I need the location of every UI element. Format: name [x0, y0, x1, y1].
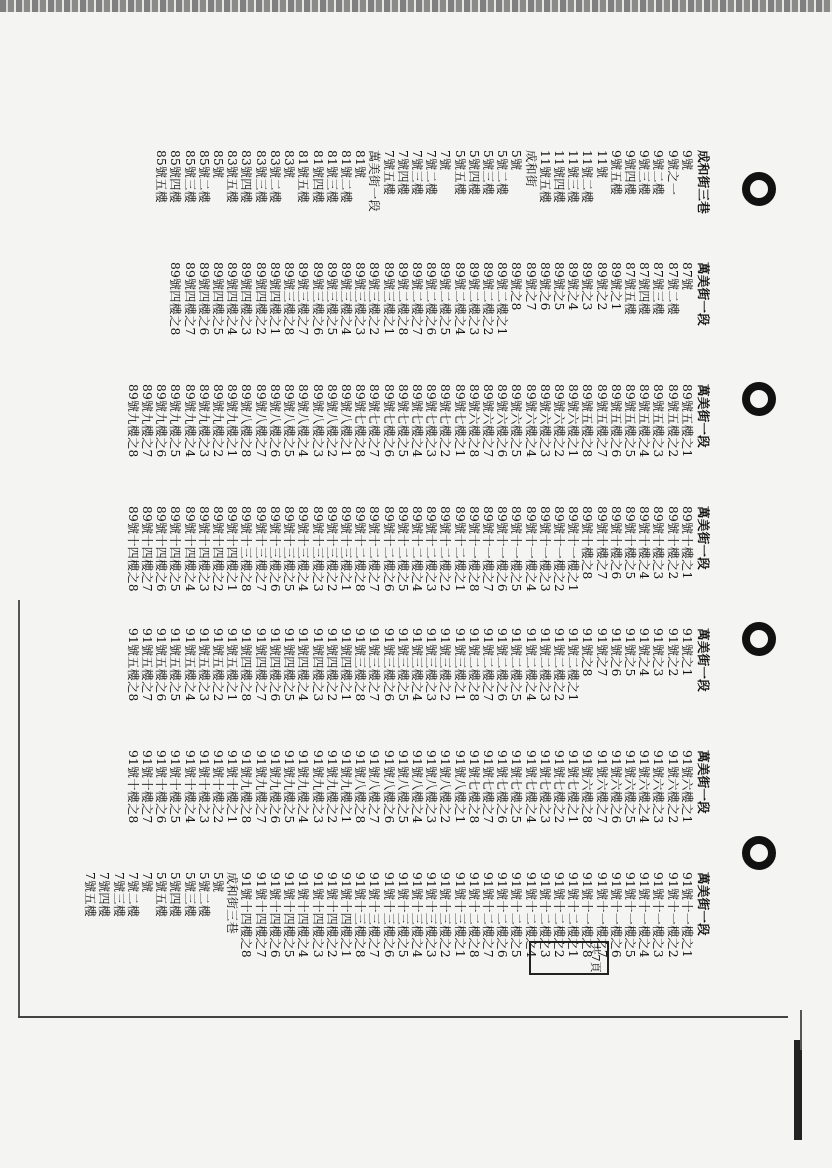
address-line: 89號五樓之4: [637, 384, 652, 458]
address-line: 89號十一樓之1: [566, 506, 581, 592]
address-line: 89號十三樓之1: [338, 506, 353, 592]
address-line: 89號十四樓之4: [182, 506, 197, 592]
address-line: 89號三樓之2: [367, 262, 382, 336]
address-line: 83號五樓: [225, 150, 240, 204]
address-line: 7號三樓: [111, 872, 126, 918]
address-line: 91號十樓之1: [225, 750, 240, 824]
address-line: 89號十三樓之6: [267, 506, 282, 592]
address-line: 5號: [509, 150, 524, 171]
address-line: 89號十四樓之3: [196, 506, 211, 592]
address-line: 89號十樓之5: [622, 506, 637, 580]
address-line: 91號十三樓之4: [409, 872, 424, 958]
address-line: 89號八樓之8: [239, 384, 254, 458]
address-line: 91號三樓之1: [452, 628, 467, 702]
address-line: 7號五樓: [381, 150, 396, 196]
address-line: 7號: [140, 872, 155, 893]
address-line: 91號七樓之8: [466, 750, 481, 824]
address-line: 7號五樓: [83, 872, 98, 918]
address-line: 89號七樓之1: [452, 384, 467, 458]
address-line: 81號二樓: [338, 150, 353, 204]
address-line: 89號六樓之3: [537, 384, 552, 458]
address-line: 89號十樓之3: [651, 506, 666, 580]
address-line: 89號五樓之8: [580, 384, 595, 458]
address-line: 91號十四樓之3: [310, 872, 325, 958]
address-line: 89號十三樓之2: [324, 506, 339, 592]
scan-bottom-edge: [18, 1016, 788, 1018]
rotated-address-list: [83, 150, 711, 1020]
column-header: 成和街三巷: [696, 150, 711, 214]
address-line: 91號三樓之4: [409, 628, 424, 702]
address-line: 91號十三樓之1: [452, 872, 467, 958]
address-line: 91號十一樓之1: [679, 872, 694, 958]
address-line: 91號五樓之6: [154, 628, 169, 702]
address-line: 5號三樓: [182, 872, 197, 918]
address-line: 89號三樓之7: [296, 262, 311, 336]
address-line: 89號四樓之5: [211, 262, 226, 336]
address-line: 89號七樓之8: [353, 384, 368, 458]
address-line: 91號五樓之3: [196, 628, 211, 702]
address-line: 89號二樓之4: [452, 262, 467, 336]
address-line: 91號二樓之8: [466, 628, 481, 702]
address-line: 91號十三樓之2: [438, 872, 453, 958]
address-line: 89號二樓之3: [466, 262, 481, 336]
address-line: 91號六樓之2: [665, 750, 680, 824]
address-line: 89號四樓之8: [168, 262, 183, 336]
address-line: 89號十二樓之8: [353, 506, 368, 592]
address-line: 5號五樓: [154, 872, 169, 918]
address-line: 91號四樓之3: [310, 628, 325, 702]
address-line: 9號: [679, 150, 694, 171]
address-line: 89號六樓之1: [566, 384, 581, 458]
address-line: 89號八樓之2: [324, 384, 339, 458]
address-line: 91號之8: [580, 628, 595, 677]
address-line: 89號七樓之3: [424, 384, 439, 458]
address-line: 91號七樓之4: [523, 750, 538, 824]
address-line: 91號之2: [665, 628, 680, 677]
address-line: 91號九樓之7: [253, 750, 268, 824]
address-line: 91號十二樓之6: [495, 872, 510, 958]
address-line: 89號七樓之5: [395, 384, 410, 458]
address-line: 85號: [211, 150, 226, 179]
address-line: 91號四樓之4: [296, 628, 311, 702]
binding-hole-3: [742, 622, 776, 656]
binding-hole-1: [742, 172, 776, 206]
address-line: 89號六樓之6: [495, 384, 510, 458]
address-line: 89號之4: [566, 262, 581, 311]
address-line: 91號十樓之8: [125, 750, 140, 824]
address-line: 89號十四樓之5: [168, 506, 183, 592]
address-line: 89號六樓之2: [551, 384, 566, 458]
address-line: 89號二樓之6: [424, 262, 439, 336]
address-line: 89號八樓之4: [296, 384, 311, 458]
address-line: 89號十四樓之8: [125, 506, 140, 592]
address-line: 89號之1: [608, 262, 623, 311]
address-line: 89號十樓之8: [580, 506, 595, 580]
address-line: 89號十一樓之8: [466, 506, 481, 592]
address-line: 91號五樓之8: [125, 628, 140, 702]
address-line: 91號十二樓之3: [537, 872, 552, 958]
address-line: 91號四樓之8: [239, 628, 254, 702]
address-line: 5號二樓: [196, 872, 211, 918]
address-line: 91號十四樓之4: [296, 872, 311, 958]
address-line: 5號五樓: [452, 150, 467, 196]
address-line: 89號二樓之5: [438, 262, 453, 336]
address-line: 91號十樓之2: [211, 750, 226, 824]
address-line: 89號二樓之8: [395, 262, 410, 336]
address-line: 89號十二樓之7: [367, 506, 382, 592]
address-line: 91號十一樓之5: [622, 872, 637, 958]
address-line: 9號四樓: [622, 150, 637, 196]
address-line: 89號十一樓之5: [509, 506, 524, 592]
address-line: 91號十三樓之7: [367, 872, 382, 958]
address-line: 89號四樓之4: [225, 262, 240, 336]
address-line: 91號八樓之6: [381, 750, 396, 824]
column-header: 萬美街一段: [696, 872, 711, 936]
address-line: 5號四樓: [466, 150, 481, 196]
address-line: 81號四樓: [310, 150, 325, 204]
address-line: 91號十樓之7: [140, 750, 155, 824]
address-line: 89號十樓之2: [665, 506, 680, 580]
address-line: 91號十四樓之2: [324, 872, 339, 958]
scan-top-edge: [0, 0, 832, 12]
address-line: 89號七樓之6: [381, 384, 396, 458]
address-line: 89號十一樓之4: [523, 506, 538, 592]
address-line: 89號十二樓之4: [409, 506, 424, 592]
column-header: 萬美街一段: [696, 262, 711, 326]
address-line: 89號九樓之8: [125, 384, 140, 458]
address-line: 91號十一樓之2: [665, 872, 680, 958]
address-line: 89號之3: [580, 262, 595, 311]
address-line: 87號三樓: [651, 262, 666, 316]
address-line: 91號六樓之7: [594, 750, 609, 824]
address-line: 91號九樓之2: [324, 750, 339, 824]
address-line: 91號六樓之6: [608, 750, 623, 824]
address-line: 5號二樓: [495, 150, 510, 196]
address-line: 91號十三樓之8: [353, 872, 368, 958]
address-line: 89號六樓之4: [523, 384, 538, 458]
address-line: 91號五樓之1: [225, 628, 240, 702]
address-line: 91號四樓之5: [282, 628, 297, 702]
address-line: 89號十樓之6: [608, 506, 623, 580]
address-line: 89號九樓之4: [182, 384, 197, 458]
address-line: 89號十二樓之3: [424, 506, 439, 592]
address-line: 91號三樓之7: [367, 628, 382, 702]
address-line: 89號四樓之6: [196, 262, 211, 336]
address-line: 89號十三樓之3: [310, 506, 325, 592]
address-line: 91號十樓之5: [168, 750, 183, 824]
address-line: 87號四樓: [637, 262, 652, 316]
address-line: 7號: [438, 150, 453, 171]
address-line: 87號五樓: [622, 262, 637, 316]
address-line: 5號三樓: [480, 150, 495, 196]
address-line: 91號七樓之3: [537, 750, 552, 824]
address-line: 91號六樓之8: [580, 750, 595, 824]
address-line: 91號十四樓之8: [239, 872, 254, 958]
address-line: 91號五樓之7: [140, 628, 155, 702]
address-line: 89號九樓之1: [225, 384, 240, 458]
address-line: 91號之6: [608, 628, 623, 677]
address-line: 91號二樓之2: [551, 628, 566, 702]
column-header: 萬美街一段: [696, 750, 711, 814]
address-line: 9號五樓: [608, 150, 623, 196]
address-line: 91號八樓之7: [367, 750, 382, 824]
address-line: 89號八樓之5: [282, 384, 297, 458]
address-line: 91號七樓之7: [480, 750, 495, 824]
column-header: 萬美街一段: [696, 384, 711, 448]
address-line: 91號八樓之8: [353, 750, 368, 824]
address-line: 91號十二樓之8: [466, 872, 481, 958]
address-line: 91號十一樓之7: [594, 872, 609, 958]
address-line: 91號九樓之4: [296, 750, 311, 824]
address-line: 91號十一樓之4: [637, 872, 652, 958]
address-line: 91號五樓之4: [182, 628, 197, 702]
address-line: 91號五樓之2: [211, 628, 226, 702]
address-line: 91號十樓之4: [182, 750, 197, 824]
address-line: 89號十二樓之1: [452, 506, 467, 592]
address-line: 91號六樓之4: [637, 750, 652, 824]
address-line: 89號七樓之7: [367, 384, 382, 458]
address-line: 91號十二樓之4: [523, 872, 538, 958]
address-line: 89號三樓之5: [324, 262, 339, 336]
address-line: 11號: [594, 150, 609, 179]
address-line: 91號三樓之8: [353, 628, 368, 702]
address-line: 91號七樓之2: [551, 750, 566, 824]
address-line: 91號十樓之6: [154, 750, 169, 824]
address-line: 89號之2: [594, 262, 609, 311]
address-line: 91號二樓之4: [523, 628, 538, 702]
address-line: 89號三樓之8: [282, 262, 297, 336]
scan-right-mark-thin: [800, 1010, 802, 1050]
address-line: 89號八樓之7: [253, 384, 268, 458]
page-stamp: 共7頁: [529, 941, 609, 975]
address-line: 85號三樓: [182, 150, 197, 204]
address-line: 89號三樓之6: [310, 262, 325, 336]
address-line: 91號之5: [622, 628, 637, 677]
address-line: 11號三樓: [566, 150, 581, 204]
address-line: 91號十一樓之3: [651, 872, 666, 958]
address-line: 9號二樓: [651, 150, 666, 196]
address-line: 81號五樓: [296, 150, 311, 204]
address-line: 89號十三樓之8: [239, 506, 254, 592]
address-line: 89號八樓之3: [310, 384, 325, 458]
address-line: 81號三樓: [324, 150, 339, 204]
address-line: 89號九樓之6: [154, 384, 169, 458]
column-header: 萬美街一段: [696, 506, 711, 570]
address-line: 91號六樓之1: [679, 750, 694, 824]
address-line: 89號九樓之5: [168, 384, 183, 458]
address-line: 11號二樓: [580, 150, 595, 204]
address-line: 91號十二樓之1: [566, 872, 581, 958]
address-line: 萬美街一段: [367, 150, 382, 212]
address-line: 91號四樓之2: [324, 628, 339, 702]
address-line: 89號十三樓之7: [253, 506, 268, 592]
address-line: 91號九樓之8: [239, 750, 254, 824]
address-line: 89號之6: [537, 262, 552, 311]
address-line: 7號三樓: [409, 150, 424, 196]
address-line: 89號七樓之2: [438, 384, 453, 458]
address-line: 91號三樓之5: [395, 628, 410, 702]
address-line: 9號三樓: [637, 150, 652, 196]
address-line: 85號二樓: [196, 150, 211, 204]
address-line: 91號七樓之6: [495, 750, 510, 824]
address-line: 91號四樓之6: [267, 628, 282, 702]
address-line: 7號二樓: [424, 150, 439, 196]
address-column-7: [83, 872, 711, 1057]
address-line: 87號二樓: [665, 262, 680, 316]
address-line: 91號十一樓之8: [580, 872, 595, 958]
address-line: 91號十三樓之3: [424, 872, 439, 958]
address-line: 89號九樓之3: [196, 384, 211, 458]
address-line: 7號四樓: [97, 872, 112, 918]
address-line: 91號九樓之6: [267, 750, 282, 824]
address-line: 89號二樓之7: [409, 262, 424, 336]
address-line: 89號四樓之3: [239, 262, 254, 336]
address-line: 89號六樓之8: [466, 384, 481, 458]
address-line: 83號三樓: [253, 150, 268, 204]
address-line: 89號九樓之7: [140, 384, 155, 458]
address-line: 89號十樓之4: [637, 506, 652, 580]
address-line: 91號十四樓之6: [267, 872, 282, 958]
address-line: 91號十一樓之6: [608, 872, 623, 958]
address-line: 89號三樓之4: [338, 262, 353, 336]
address-line: 89號之7: [523, 262, 538, 311]
address-line: 91號八樓之4: [409, 750, 424, 824]
address-line: 91號十四樓之1: [338, 872, 353, 958]
address-line: 91號之3: [651, 628, 666, 677]
address-line: 89號十樓之1: [679, 506, 694, 580]
address-line: 91號八樓之3: [424, 750, 439, 824]
address-line: 85號五樓: [154, 150, 169, 204]
scan-right-mark: [794, 1040, 802, 1140]
address-line: 89號三樓之1: [381, 262, 396, 336]
address-line: 11號四樓: [551, 150, 566, 204]
address-line: 89號七樓之4: [409, 384, 424, 458]
address-line: 89號五樓之1: [679, 384, 694, 458]
address-line: 91號八樓之2: [438, 750, 453, 824]
address-line: 7號二樓: [125, 872, 140, 918]
address-line: 89號四樓之1: [267, 262, 282, 336]
address-line: 5號四樓: [168, 872, 183, 918]
address-line: 91號三樓之3: [424, 628, 439, 702]
address-line: 89號十三樓之5: [282, 506, 297, 592]
address-line: 91號二樓之1: [566, 628, 581, 702]
address-line: 89號三樓之3: [353, 262, 368, 336]
binding-hole-4: [742, 836, 776, 870]
address-line: 7號四樓: [395, 150, 410, 196]
address-line: 89號十四樓之6: [154, 506, 169, 592]
address-line: 91號四樓之1: [338, 628, 353, 702]
address-line: 91號十樓之3: [196, 750, 211, 824]
address-line: 91號三樓之6: [381, 628, 396, 702]
address-line: 成和街: [523, 150, 538, 188]
address-line: 89號二樓之2: [480, 262, 495, 336]
address-line: 89號十一樓之6: [495, 506, 510, 592]
address-line: 91號九樓之1: [338, 750, 353, 824]
address-line: 89號五樓之3: [651, 384, 666, 458]
address-line: 89號二樓之1: [495, 262, 510, 336]
address-line: 89號十一樓之3: [537, 506, 552, 592]
address-line: 89號六樓之5: [509, 384, 524, 458]
address-line: 91號五樓之5: [168, 628, 183, 702]
address-line: 91號十三樓之5: [395, 872, 410, 958]
address-line: 89號十二樓之2: [438, 506, 453, 592]
address-line: 89號四樓之7: [182, 262, 197, 336]
address-line: 89號十三樓之4: [296, 506, 311, 592]
address-line: 91號之4: [637, 628, 652, 677]
address-line: 91號二樓之3: [537, 628, 552, 702]
address-line: 91號之1: [679, 628, 694, 677]
address-line: 91號十四樓之5: [282, 872, 297, 958]
address-line: 91號八樓之1: [452, 750, 467, 824]
address-line: 5號: [211, 872, 226, 893]
address-line: 91號九樓之3: [310, 750, 325, 824]
address-line: 91號七樓之1: [566, 750, 581, 824]
address-line: 81號: [353, 150, 368, 179]
address-line: 91號六樓之3: [651, 750, 666, 824]
address-line: 91號六樓之5: [622, 750, 637, 824]
address-line: 89號十一樓之7: [480, 506, 495, 592]
address-line: 89號十二樓之6: [381, 506, 396, 592]
address-line: 89號十四樓之1: [225, 506, 240, 592]
address-line: 89號之5: [551, 262, 566, 311]
address-line: 89號之8: [509, 262, 524, 311]
address-line: 91號三樓之2: [438, 628, 453, 702]
address-line: 89號四樓之2: [253, 262, 268, 336]
address-line: 83號: [282, 150, 297, 179]
scan-left-edge: [18, 600, 20, 1018]
address-line: 89號十四樓之7: [140, 506, 155, 592]
address-line: 成和街三巷: [225, 872, 240, 934]
address-line: 91號八樓之5: [395, 750, 410, 824]
address-line: 91號十二樓之7: [480, 872, 495, 958]
address-line: 87號: [679, 262, 694, 291]
address-line: 89號九樓之2: [211, 384, 226, 458]
address-line: 9號之一: [665, 150, 680, 196]
address-line: 89號五樓之6: [608, 384, 623, 458]
address-line: 91號二樓之7: [480, 628, 495, 702]
address-line: 11號五樓: [537, 150, 552, 204]
address-line: 89號十樓之7: [594, 506, 609, 580]
address-line: 91號十二樓之2: [551, 872, 566, 958]
address-line: 89號十一樓之2: [551, 506, 566, 592]
address-line: 91號之7: [594, 628, 609, 677]
address-line: 91號二樓之5: [509, 628, 524, 702]
address-line: 91號十三樓之6: [381, 872, 396, 958]
address-line: 91號四樓之7: [253, 628, 268, 702]
address-line: 89號十四樓之2: [211, 506, 226, 592]
address-line: 83號二樓: [267, 150, 282, 204]
address-line: 89號十二樓之5: [395, 506, 410, 592]
address-line: 91號十四樓之7: [253, 872, 268, 958]
address-line: 89號五樓之7: [594, 384, 609, 458]
address-line: 85號四樓: [168, 150, 183, 204]
address-line: 91號九樓之5: [282, 750, 297, 824]
address-line: 91號十二樓之5: [509, 872, 524, 958]
address-line: 89號五樓之2: [665, 384, 680, 458]
address-line: 89號六樓之7: [480, 384, 495, 458]
address-line: 91號七樓之5: [509, 750, 524, 824]
column-header: 萬美街一段: [696, 628, 711, 692]
address-line: 89號五樓之5: [622, 384, 637, 458]
address-line: 83號四樓: [239, 150, 254, 204]
binding-hole-2: [742, 382, 776, 416]
address-line: 89號八樓之6: [267, 384, 282, 458]
address-line: 91號二樓之6: [495, 628, 510, 702]
address-line: 89號八樓之1: [338, 384, 353, 458]
